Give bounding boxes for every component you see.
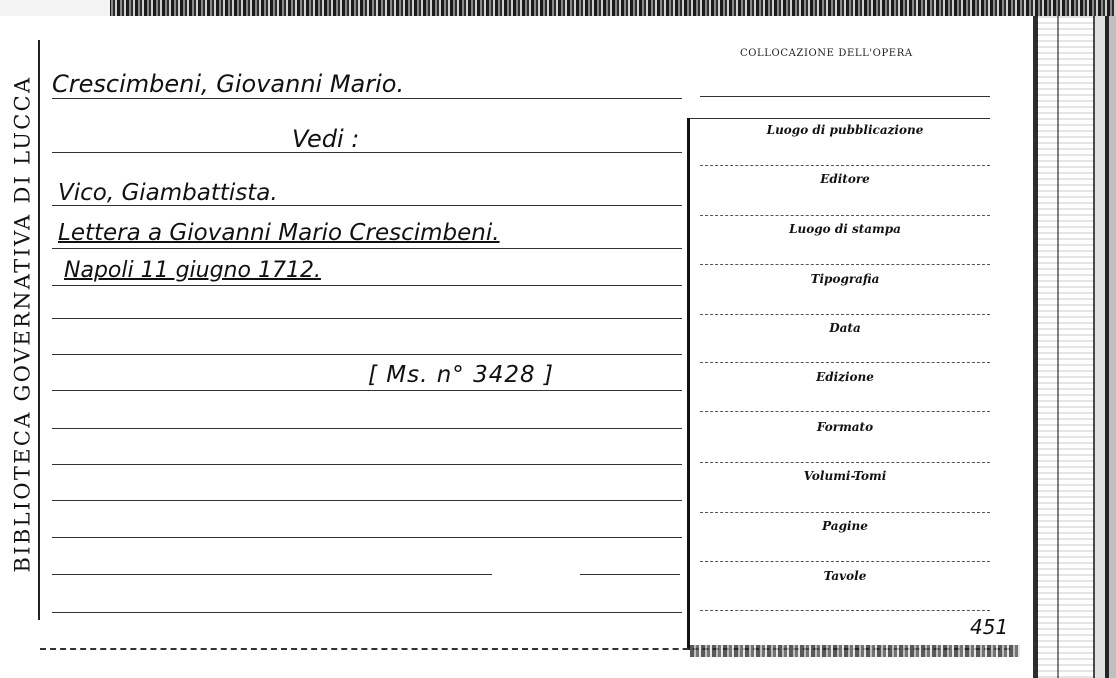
field-tipografia: Tipografia [810, 272, 880, 286]
corner-number: 451 [970, 615, 1009, 639]
field-separator [700, 264, 990, 265]
field-formato: Formato [816, 420, 874, 434]
referenced-title: Lettera a Giovanni Mario Crescimbeni. [58, 220, 500, 246]
shelfmark: [ Ms. n° 3428 ] [368, 362, 554, 388]
rule-line [52, 537, 682, 538]
field-volumi-tomi: Volumi-Tomi [803, 469, 887, 483]
rule-line [52, 285, 682, 286]
library-name: BIBLIOTECA GOVERNATIVA DI LUCCA [10, 75, 35, 573]
field-edizione: Edizione [816, 370, 874, 384]
field-separator [700, 165, 990, 166]
rule-line [52, 98, 682, 99]
field-luogo-stampa: Luogo di stampa [789, 222, 901, 236]
author-heading: Crescimbeni, Giovanni Mario. [52, 70, 405, 98]
rule-line [52, 574, 492, 575]
rule-line [52, 152, 682, 153]
rule-line [52, 354, 682, 355]
rule-line [580, 574, 680, 575]
field-separator [700, 512, 990, 513]
scan-top-border [0, 0, 1116, 16]
field-data: Data [829, 321, 861, 335]
field-editore: Editore [820, 172, 870, 186]
field-separator [700, 215, 990, 216]
rule-line [52, 390, 682, 391]
collocazione-line [700, 96, 990, 97]
scan-edge-noise [1035, 16, 1095, 678]
scan-bottom-artifact [690, 645, 1020, 657]
rule-line [52, 612, 682, 613]
rule-line [52, 464, 682, 465]
field-separator [700, 462, 990, 463]
field-separator [700, 610, 990, 611]
field-separator [700, 362, 990, 363]
field-separator [700, 411, 990, 412]
rule-line [52, 428, 682, 429]
panel-top-rule [690, 118, 990, 119]
see-reference: Vedi : [292, 125, 360, 153]
field-separator [700, 561, 990, 562]
spine-divider [38, 40, 40, 620]
field-luogo-pubblicazione: Luogo di pubblicazione [766, 123, 924, 137]
field-pagine: Pagine [822, 519, 868, 533]
rule-line [52, 318, 682, 319]
referenced-place-date: Napoli 11 giugno 1712. [64, 258, 321, 283]
scan-top-border-left [0, 0, 110, 16]
referenced-author: Vico, Giambattista. [58, 180, 278, 206]
rule-line [52, 248, 682, 249]
field-separator [700, 314, 990, 315]
field-tavole: Tavole [823, 569, 867, 583]
rule-line [52, 500, 682, 501]
collocazione-header: COLLOCAZIONE DELL'OPERA [740, 48, 913, 59]
library-spine-label [2, 24, 42, 624]
